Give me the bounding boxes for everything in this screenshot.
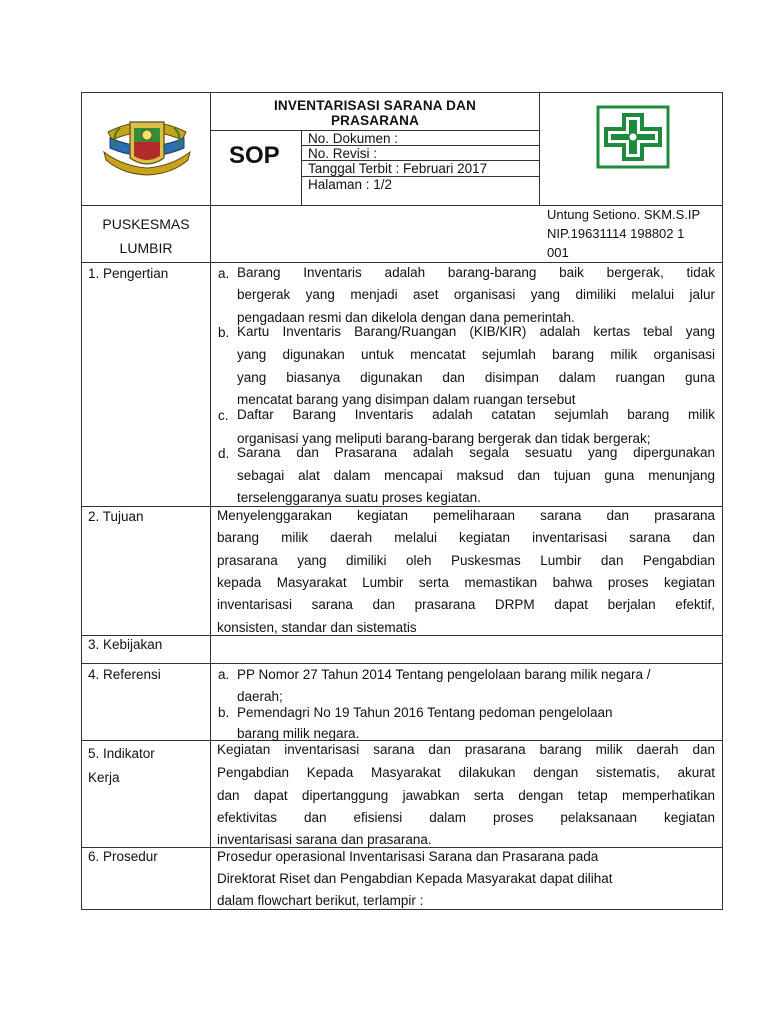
paragraph-line: kepada Masyarakat Lumbir serta memastikan bahwa proses kegiatan [217, 575, 715, 590]
document-title-line: PRASARANA [330, 113, 420, 128]
section-label-referensi: 4. Referensi [88, 667, 161, 682]
paragraph-line: Direktorat Riset dan Pengabdian Kepada Masyarakat dapat dilihat [217, 871, 613, 886]
divider [81, 663, 723, 664]
issue-date-field: Tanggal Terbit : Februari 2017 [308, 161, 488, 176]
regency-emblem-logo [102, 108, 192, 178]
list-item-line: Barang Inventaris adalah barang-barang baik bergerak, tidak [237, 265, 715, 280]
list-item-line: mencatat barang yang disimpan dalam ruangan tersebut [237, 392, 576, 407]
puskesmas-logo [596, 105, 670, 169]
document-title-line: INVENTARISASI SARANA DAN [273, 98, 477, 113]
divider [81, 740, 723, 741]
list-marker: b. [218, 705, 230, 720]
organization-name-line: LUMBIR [119, 240, 173, 256]
paragraph-line: dalam flowchart berikut, terlampir : [217, 893, 424, 908]
paragraph-line: dan dapat dipertanggung jawabkan serta dengan tetap memperhatikan [217, 788, 715, 803]
list-marker: b. [218, 325, 230, 340]
paragraph-line: Menyelenggarakan kegiatan pemeliharaan sarana dan prasarana [217, 508, 715, 523]
divider [301, 130, 302, 205]
section-label-tujuan: 2. Tujuan [88, 509, 144, 524]
list-item-line: barang milik negara. [237, 726, 360, 741]
signer-name: Untung Setiono. SKM.S.IP [547, 207, 701, 222]
list-item-line: Daftar Barang Inventaris adalah catatan sejumlah barang milik [237, 407, 715, 422]
list-marker: c. [218, 408, 229, 423]
divider [81, 262, 723, 263]
paragraph-line: Pengabdian Kepada Masyarakat dilakukan dengan sistematis, akurat [217, 765, 715, 780]
section-label-kebijakan: 3. Kebijakan [88, 637, 163, 652]
divider [539, 92, 540, 205]
page-field: Halaman : 1/2 [308, 177, 393, 192]
paragraph-line: inventarisasi sarana dan prasarana. [217, 832, 432, 847]
organization-name-line: PUSKESMAS [102, 216, 190, 232]
list-item-line: daerah; [237, 689, 283, 704]
list-item-line: organisasi yang meliputi barang-barang bergerak dan tidak bergerak; [237, 431, 651, 446]
signer-nip: NIP.19631114 198802 1 [547, 226, 685, 241]
organization-name [82, 212, 210, 260]
revision-field: No. Revisi : [308, 146, 378, 161]
list-marker: a. [218, 667, 230, 682]
section-label-line: Kerja [88, 770, 120, 785]
list-item-line: Pemendagri No 19 Tahun 2016 Tentang pedoman pengelolaan [237, 705, 613, 720]
list-marker: d. [218, 446, 230, 461]
list-item-line: yang digunakan untuk mencatat sejumlah barang milik organisasi [237, 347, 715, 362]
section-label-prosedur: 6. Prosedur [88, 849, 158, 864]
list-item-line: Sarana dan Prasarana adalah segala sesuatu yang dipergunakan [237, 445, 715, 460]
paragraph-line: prasarana yang dimiliki oleh Puskesmas Lumbir dan Pengabdian [217, 553, 715, 568]
divider [81, 506, 723, 507]
paragraph-line: Prosedur operasional Inventarisasi Sarana dan Prasarana pada [217, 849, 599, 864]
paragraph-line: konsisten, standar dan sistematis [217, 620, 417, 635]
doc-number-field: No. Dokumen : [308, 131, 399, 146]
list-item-line: pengadaan resmi dan dikelola dengan dana pemerintah. [237, 310, 575, 325]
paragraph-line: inventarisasi sarana dan prasarana DRPM dapat berjalan efektif, [217, 597, 715, 612]
signer-nip-cont: 001 [547, 245, 569, 260]
list-item-line: Kartu Inventaris Barang/Ruangan (KIB/KIR) adalah kertas tebal yang [237, 324, 715, 339]
paragraph-line: barang milik daerah melalui kegiatan inventarisasi sarana dan [217, 530, 715, 545]
paragraph-line: efektivitas dan efisiensi dalam proses pelaksanaan kegiatan [217, 810, 715, 825]
section-label-pengertian: 1. Pengertian [88, 266, 169, 281]
section-label-indikator [88, 742, 155, 790]
list-marker: a. [218, 266, 230, 281]
divider [210, 262, 211, 910]
document-title [211, 98, 539, 128]
list-item-line: PP Nomor 27 Tahun 2014 Tentang pengelolaan barang milik negara / [237, 667, 651, 682]
signer-block [547, 205, 700, 262]
paragraph-line: Kegiatan inventarisasi sarana dan prasarana barang milik daerah dan [217, 742, 715, 757]
sop-label: SOP [229, 142, 280, 169]
section-label-line: 5. Indikator [88, 746, 155, 761]
list-item-line: yang biasanya digunakan dan disimpan dalam ruangan guna [237, 370, 715, 385]
list-item-line: sebagai alat dalam mencapai maksud dan tujuan guna menunjang [237, 468, 715, 483]
list-item-line: bergerak yang menjadi aset organisasi yang dimiliki melalui jalur [237, 287, 715, 302]
list-item-line: terselenggaranya suatu proses kegiatan. [237, 490, 481, 505]
